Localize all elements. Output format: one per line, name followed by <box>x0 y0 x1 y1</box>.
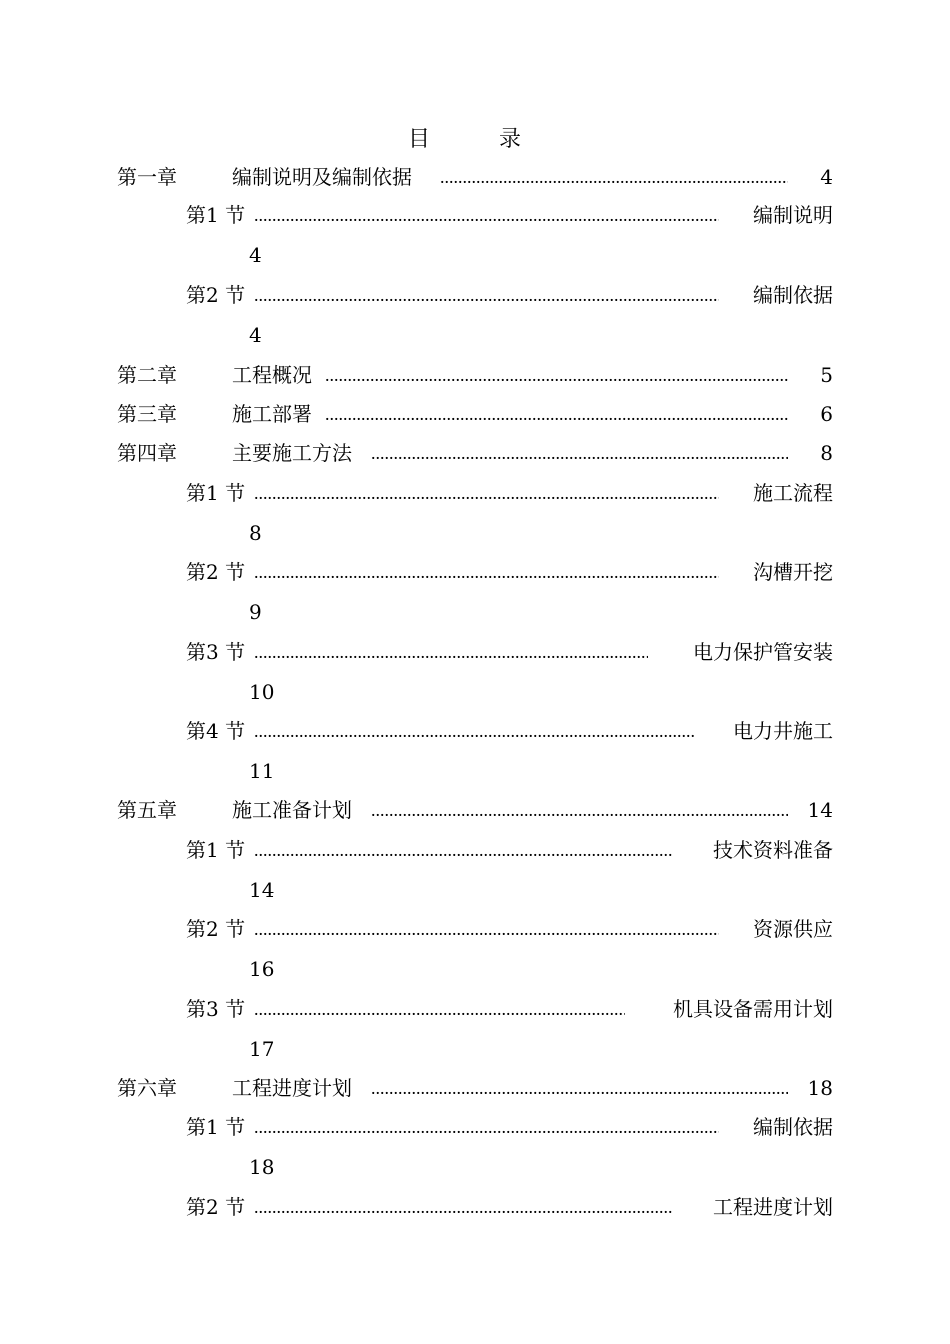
toc-entry-label: 第1 节 <box>186 838 246 862</box>
toc-entry-label: 第2 节 <box>186 560 246 584</box>
toc-entry-label: 第3 节 <box>186 640 246 664</box>
toc-entry-label: 第一章 <box>117 165 177 189</box>
toc-entry-title: 资源供应 <box>753 917 833 941</box>
toc-entry-page: 9 <box>249 600 262 624</box>
toc-entry-label: 第三章 <box>117 402 177 426</box>
toc-entry-page: 10 <box>249 680 275 704</box>
toc-leader-dots <box>371 795 788 825</box>
toc-heading <box>0 122 950 152</box>
toc-heading-right: 录 <box>499 127 522 152</box>
toc-entry-chapter-6[interactable] <box>117 1073 833 1103</box>
toc-entry-label: 第五章 <box>117 798 177 822</box>
toc-leader-dots <box>440 162 788 192</box>
toc-heading-left: 目 <box>408 127 431 152</box>
toc-leader-dots <box>254 200 719 230</box>
toc-entry-title: 编制说明 <box>753 203 833 227</box>
toc-entry-section[interactable] <box>186 994 833 1024</box>
toc-entry-page: 17 <box>249 1037 275 1061</box>
toc-entry-section[interactable] <box>186 280 833 310</box>
toc-entry-label: 第四章 <box>117 441 177 465</box>
toc-leader-dots <box>254 716 696 746</box>
toc-entry-page: 16 <box>249 957 275 981</box>
toc-entry-chapter-2[interactable] <box>117 360 833 390</box>
toc-entry-title: 工程进度计划 <box>713 1195 833 1219</box>
toc-entry-label: 第1 节 <box>186 203 246 227</box>
toc-leader-dots <box>371 438 788 468</box>
toc-entry-section[interactable] <box>186 478 833 508</box>
toc-entry-title: 沟槽开挖 <box>753 560 833 584</box>
toc-entry-page: 14 <box>249 878 275 902</box>
toc-entry-page: 5 <box>820 363 833 387</box>
toc-entry-title: 编制依据 <box>753 1115 833 1139</box>
toc-entry-title: 工程概况 <box>232 363 312 387</box>
toc-entry-section[interactable] <box>186 200 833 230</box>
toc-entry-title: 施工准备计划 <box>232 798 352 822</box>
toc-leader-dots <box>254 1112 719 1142</box>
toc-entry-title: 机具设备需用计划 <box>673 997 833 1021</box>
toc-entry-page: 4 <box>820 165 833 189</box>
toc-entry-title: 编制依据 <box>753 283 833 307</box>
toc-leader-dots <box>254 637 648 667</box>
toc-leader-dots <box>371 1073 788 1103</box>
toc-entry-page: 14 <box>807 798 833 822</box>
toc-entry-label: 第2 节 <box>186 917 246 941</box>
toc-entry-title: 主要施工方法 <box>232 441 352 465</box>
toc-entry-title: 施工部署 <box>232 402 312 426</box>
toc-entry-section[interactable] <box>186 914 833 944</box>
toc-entry-label: 第二章 <box>117 363 177 387</box>
toc-entry-page: 18 <box>807 1076 833 1100</box>
toc-leader-dots <box>254 835 672 865</box>
toc-entry-section[interactable] <box>186 637 833 667</box>
toc-entry-label: 第4 节 <box>186 719 246 743</box>
toc-entry-section[interactable] <box>186 716 833 746</box>
toc-entry-section[interactable] <box>186 835 833 865</box>
toc-entry-page: 6 <box>820 402 833 426</box>
toc-entry-page: 8 <box>820 441 833 465</box>
toc-entry-section[interactable] <box>186 1192 833 1222</box>
toc-leader-dots <box>325 399 788 429</box>
toc-entry-section[interactable] <box>186 557 833 587</box>
toc-entry-chapter-3[interactable] <box>117 399 833 429</box>
toc-entry-page: 4 <box>249 323 262 347</box>
toc-leader-dots <box>254 557 719 587</box>
toc-entry-page: 18 <box>249 1155 275 1179</box>
toc-entry-page: 8 <box>249 521 262 545</box>
toc-entry-page: 11 <box>249 759 275 783</box>
toc-entry-section[interactable] <box>186 1112 833 1142</box>
toc-entry-label: 第3 节 <box>186 997 246 1021</box>
toc-entry-page: 4 <box>249 243 262 267</box>
toc-entry-chapter-1[interactable] <box>117 162 833 192</box>
toc-leader-dots <box>325 360 788 390</box>
toc-entry-title: 编制说明及编制依据 <box>232 165 412 189</box>
toc-entry-title: 技术资料准备 <box>713 838 833 862</box>
toc-entry-label: 第2 节 <box>186 1195 246 1219</box>
toc-leader-dots <box>254 1192 672 1222</box>
toc-entry-label: 第1 节 <box>186 1115 246 1139</box>
toc-leader-dots <box>254 914 719 944</box>
toc-entry-label: 第1 节 <box>186 481 246 505</box>
toc-entry-label: 第六章 <box>117 1076 177 1100</box>
toc-entry-chapter-5[interactable] <box>117 795 833 825</box>
toc-entry-title: 施工流程 <box>753 481 833 505</box>
toc-entry-title: 电力井施工 <box>733 719 833 743</box>
toc-entry-title: 工程进度计划 <box>232 1076 352 1100</box>
toc-entry-label: 第2 节 <box>186 283 246 307</box>
toc-leader-dots <box>254 994 625 1024</box>
toc-leader-dots <box>254 280 719 310</box>
toc-leader-dots <box>254 478 719 508</box>
toc-entry-chapter-4[interactable] <box>117 438 833 468</box>
toc-entry-title: 电力保护管安装 <box>693 640 833 664</box>
